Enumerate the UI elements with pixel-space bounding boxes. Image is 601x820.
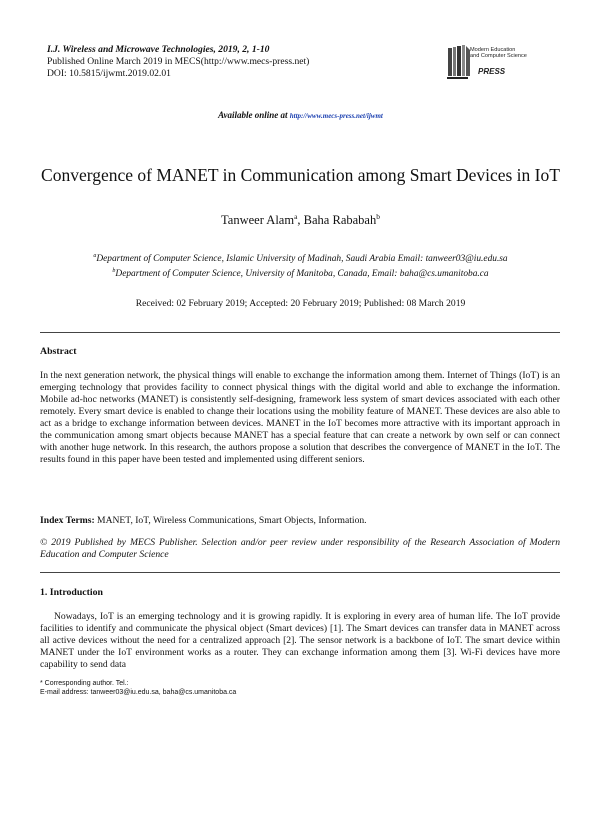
affiliation: $^a$Department of Computer Science, Islamic University of Madinah, Saudi Arabia Email: tanweer03@iu.edu.sa — [93, 253, 508, 265]
doi: DOI: 10.5815/ijwmt.2019.02.01 — [47, 68, 171, 79]
abstract-heading: Abstract — [40, 346, 77, 357]
author-sup: a — [294, 212, 298, 221]
paper-title: Convergence of MANET in Communication among Smart Devices in IoT — [41, 165, 560, 185]
journal-url-link[interactable]: http://www.mecs-press.net/ijwmt — [289, 112, 383, 120]
journal-citation: I.J. Wireless and Microwave Technologies, 2019, 2, 1-10 — [47, 44, 270, 55]
publisher-logo — [446, 42, 558, 82]
publication-info: Published Online March 2019 in MECS(http://www.mecs-press.net) — [47, 56, 310, 67]
affiliations — [20, 250, 581, 280]
email-addresses: E-mail address: tanweer03@iu.edu.sa, baha@cs.umanitoba.ca — [40, 689, 237, 696]
submission-dates: Received: 02 February 2019; Accepted: 20 February 2019; Published: 08 March 2019 — [135, 298, 466, 309]
logo-text: Modern Education and Computer Science — [470, 47, 527, 59]
book-icon — [446, 44, 472, 80]
journal-header — [47, 44, 309, 80]
author-sup: b — [376, 212, 380, 221]
footnote — [40, 679, 236, 697]
logo-press: PRESS — [478, 67, 506, 76]
affiliation: $^b$Department of Computer Science, University of Manitoba, Canada, Email: baha@cs.umanitoba.ca — [112, 268, 489, 280]
authors: Tanweer Alam$^a$, Baha Rababah$^b$ — [221, 212, 380, 228]
index-terms-label: Index Terms: — [40, 515, 95, 526]
copyright-notice: © 2019 Published by MECS Publisher. Selection and/or peer review under responsibility of the Research Association of Modern Education and Computer Science — [40, 537, 560, 560]
divider — [40, 332, 560, 333]
corresponding-author: * Corresponding author. Tel.: — [40, 680, 129, 687]
author-name: Baha Rababah — [303, 213, 377, 228]
available-online — [0, 110, 601, 120]
divider — [40, 572, 560, 573]
abstract-text: In the next generation network, the physical things will enable to exchange the information among them. Internet of Things (IoT) is an emerging technology that provides facility to connect physical things with the digital world and able to exchange the information. Mobile ad-hoc networks (MANET) is consistently self-designing, framework less system of smart devices associated with each other remotely. Every smart device is enabled to change their locations using the mobility feature of MANET. These devices are also able to act as a bridge to exchange information between devices. MANET in the IoT becomes more attractive with its important approach in the communication among smart objects because MANET has a special feature that can create a network by own self or can connect with another huge network. In this research, the authors propose a solution that describes the convergence of MANET in the IoT. The results found in this paper have been tested and implemented using different seniors. — [40, 370, 560, 465]
intro-text: Nowadays, IoT is an emerging technology and it is growing rapidly. It is exploring in every area of human life. The IoT provide facilities to identify and communicate the physical object (Smart devices) [1]. The Smart devices can transfer data in MANET across all active devices without the need for a centralized approach [2]. The sensor network is a backbone of IoT. The smart device within MANET under the IoT environment works as a router. They can exchange information among them [3]. Wi-Fi devices have more capability to send data — [40, 611, 560, 670]
index-terms — [40, 515, 367, 526]
available-label: Available online at — [218, 110, 288, 120]
index-terms-text: MANET, IoT, Wireless Communications, Smart Objects, Information. — [97, 515, 367, 526]
author-name: Tanweer Alam — [221, 213, 295, 228]
intro-heading: 1. Introduction — [40, 587, 103, 598]
